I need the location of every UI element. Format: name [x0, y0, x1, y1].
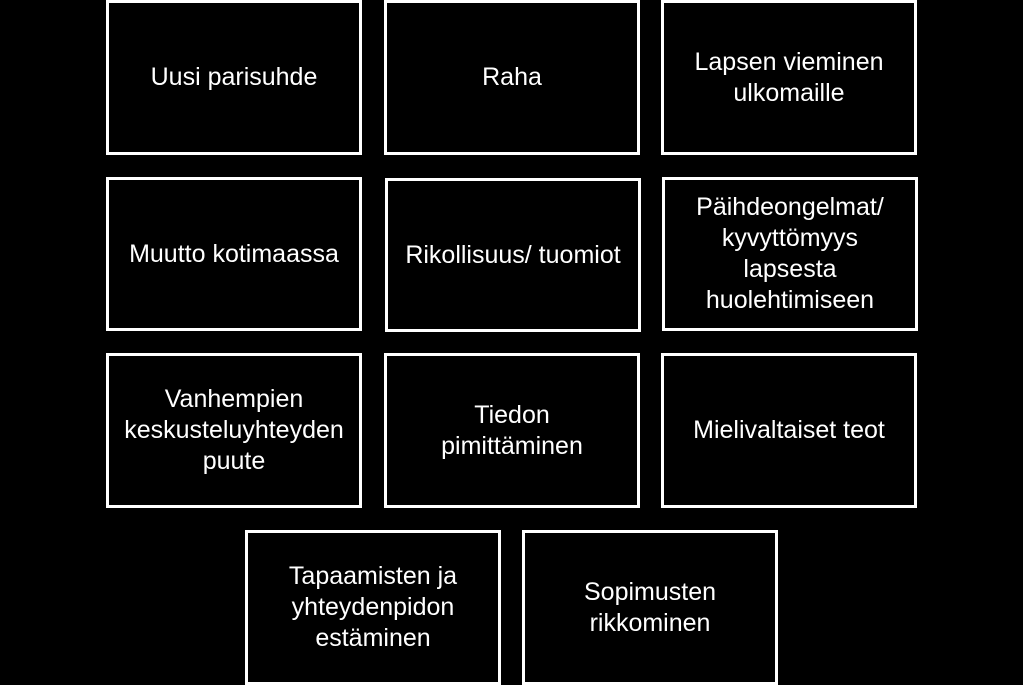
box-label: Raha	[482, 63, 542, 91]
box-raha	[384, 0, 640, 155]
box-rikollisuus-tuomiot	[385, 178, 641, 332]
box-tiedon-pimittaminen	[384, 353, 640, 508]
box-uusi-parisuhde	[106, 0, 362, 155]
box-tapaamisten-estaminen	[245, 530, 501, 685]
box-label: Muutto kotimaassa	[129, 239, 339, 268]
box-label: Tapaamisten ja yhteydenpidon estäminen	[288, 562, 458, 652]
box-mielivaltaiset-teot	[661, 353, 917, 508]
box-lapsen-vieminen-ulkomaille	[661, 0, 917, 155]
box-label: Mielivaltaiset teot	[693, 416, 885, 444]
box-label: Sopimusten rikkominen	[583, 577, 717, 637]
box-muutto-kotimaassa	[106, 177, 362, 331]
box-paihdeongelmat	[662, 177, 918, 331]
box-label: Päihdeongelmat/ kyvyttömyys lapsesta huolehtimiseen	[696, 193, 884, 314]
box-label: Rikollisuus/ tuomiot	[405, 240, 621, 269]
box-label: Vanhempien keskusteluyhteyden puute	[124, 385, 344, 475]
box-label: Lapsen vieminen ulkomaille	[694, 47, 884, 107]
box-label: Uusi parisuhde	[150, 63, 318, 91]
box-sopimusten-rikkominen	[522, 530, 778, 685]
box-label: Tiedon pimittäminen	[441, 400, 583, 460]
box-vanhempien-keskusteluyhteyden-puute	[106, 353, 362, 508]
